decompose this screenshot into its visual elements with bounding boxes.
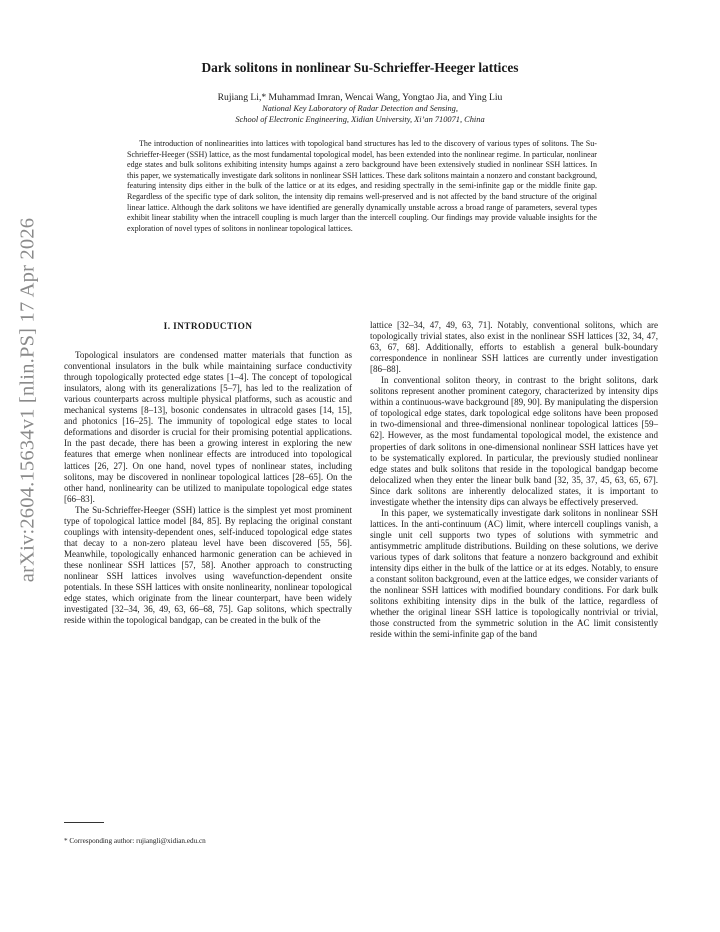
paper-title: Dark solitons in nonlinear Su-Schrieffer-Heeger lattices: [201, 60, 519, 75]
corresponding-author-footnote: * Corresponding author: rujiangli@xidian.edu.cn: [64, 837, 206, 845]
intro-paragraph-1: Topological insulators are condensed matter materials that function as conventional insulators in the bulk while maintaining surface conductivity through topologically protected edge states [1–4]. The concept of topological insulators, along with its generalizations [5–7], has led to the realization of various counterparts across multiple physical platforms, such as acoustic and mechanical systems [8–13], bosonic condensates in ultracold gases [14, 15], and photonics [16–25]. The immunity of topological edge states to local deformations and disorder is crucial for their promising potential applications. In the past decade, there has been a growing interest in exploring the new features that emerge when nonlinear effects are introduced into topological lattices [26, 27]. On one hand, novel types of nonlinear states, including solitons, may be discovered in nonlinear topological lattices [28–65]. On the other hand, nonlinearity can be utilized to manipulate topological edge states [66–83].: [64, 350, 352, 504]
intro-paragraph-3: lattice [32–34, 47, 49, 63, 71]. Notably, conventional solitons, which are topologically trivial states, also exist in the nonlinear SSH lattices [32, 34, 47, 63, 67, 68]. Additionally, efforts to establish a general bulk-boundary correspondence in nonlinear SSH lattices are currently under investigation [86–88].: [370, 320, 658, 375]
arxiv-identifier-text: arXiv:2604.15634v1 [nlin.PS] 17 Apr 2026: [16, 217, 39, 583]
author-list: Rujiang Li,* Muhammad Imran, Wencai Wang, Yongtao Jia, and Ying Liu: [217, 92, 503, 103]
intro-paragraph-5: In this paper, we systematically investigate dark solitons in nonlinear SSH lattices. In the anti-continuum (AC) limit, where intercell couplings vanish, a single unit cell supports two types of solutions with symmetric and antisymmetric amplitude distributions. Building on these solutions, we derive various types of dark solitons that feature a nonzero background and exhibit intensity dips either in the bulk of the lattice or at its edges. Notably, to ensure a constant soliton background, even at the lattice edges, we consider variants of the nonlinear SSH lattices with modified boundary conditions. For dark bulk solitons exhibiting intensity dips in the bulk of the lattice, regardless of whether the original linear SSH lattice is topologically nontrivial or trivial, those constructed from the symmetric solution in the AC limit consistently reside within the semi-infinite gap of the band: [370, 507, 658, 640]
section-heading-introduction: I. INTRODUCTION: [163, 322, 253, 332]
arxiv-identifier-stamp: [8, 150, 48, 650]
right-column: [370, 320, 658, 640]
intro-paragraph-2: The Su-Schrieffer-Heeger (SSH) lattice is the simplest yet most prominent type of topological lattice model [84, 85]. By replacing the original constant couplings with intensity-dependent ones, self-induced topological edge states that decay to a non-zero plateau level have been discovered [55, 56]. Meanwhile, topologically enhanced harmonic generation can be achieved in these nonlinear SSH lattices [57, 58]. Another approach to constructing nonlinear SSH lattices involves using wavefunction-dependent onsite potentials. In these SSH lattices with onsite nonlinearity, nonlinear topological edge states, which originate from the linear counterpart, have been widely investigated [32–34, 36, 49, 63, 66–68, 75]. Gap solitons, which spectrally reside within the topological bandgap, can be created in the bulk of the: [64, 504, 352, 626]
affiliation-line-1: National Key Laboratory of Radar Detection and Sensing,: [262, 104, 458, 113]
left-column: [64, 322, 352, 626]
abstract: The introduction of nonlinearities into lattices with topological band structures has led to the discovery of various types of solitons. The Su-Schrieffer-Heeger (SSH) lattice, as the most fundamental topological model, has been extended into the nonlinear regime. In particular, nonlinear edge states and bulk solitons exhibiting intensity humps against a zero background have been extensively studied in nonlinear SSH lattices. In this paper, we systematically investigate dark solitons in nonlinear SSH lattices. These dark solitons maintain a nonzero and constant background, featuring intensity dips either in the bulk of the lattice or at its edges, and residing spectrally in the semi-infinite gap or the middle finite gap. Regardless of the specific type of dark soliton, the intensity dip remains well-preserved and is not affected by the band structure of the original linear lattice. Although the dark solitons we have identified are generally dynamically unstable across a broad range of parameters, several types exhibit linear stability when the intracell coupling is much larger than the intercell coupling. Our findings may provide valuable insights for the exploration of novel types of solitons in nonlinear topological lattices.: [127, 139, 597, 233]
intro-paragraph-4: In conventional soliton theory, in contrast to the bright solitons, dark solitons represent another prominent category, characterized by intensity dips within a continuous-wave background [89, 90]. By manipulating the dispersion of topological edge states, dark topological edge solitons have been proposed in two-dimensional and three-dimensional nonlinear topological lattices [59–62]. However, as the most fundamental topological model, the existence and properties of dark solitons in one-dimensional nonlinear SSH lattices have yet to be systematically explored. In particular, the previously studied nonlinear edge states and bulk solitons that reside in the topological bandgap become delocalized when they enter the linear bulk band [32, 35, 37, 45, 63, 65, 67]. Since dark solitons are inherently delocalized states, it is important to investigate whether the intensity dips can always be effectively preserved.: [370, 375, 658, 507]
affiliation-line-2: School of Electronic Engineering, Xidian University, Xi’an 710071, China: [235, 115, 485, 124]
footnote-rule: [64, 822, 104, 823]
